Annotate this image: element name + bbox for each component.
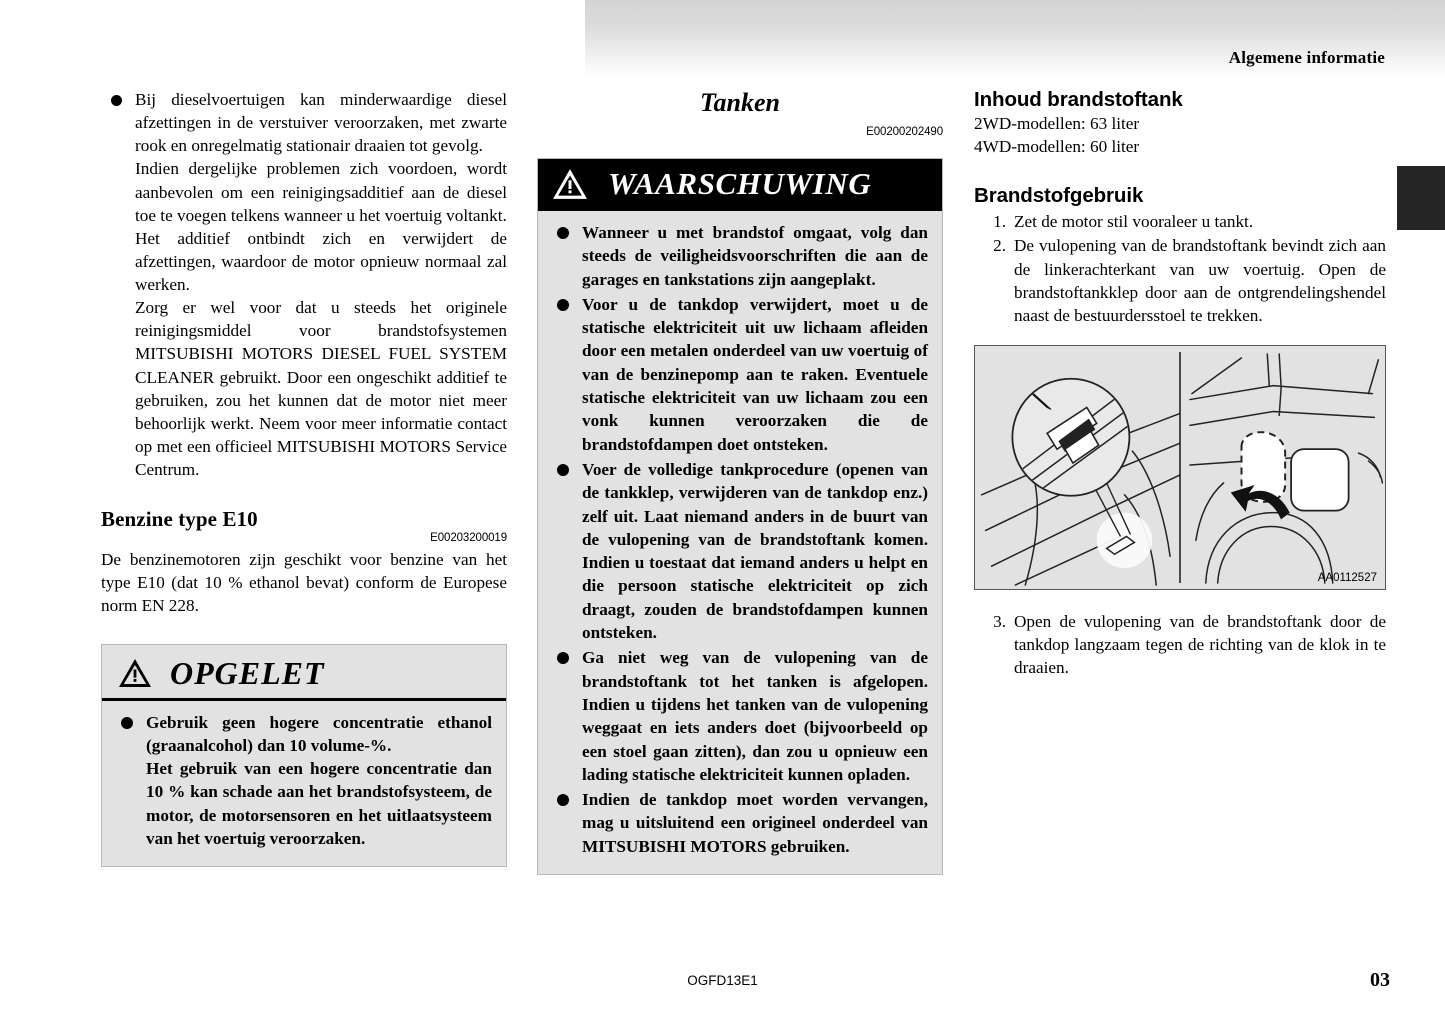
caution-box-body: [102, 701, 506, 867]
heading-brandstofgebruik: Brandstofgebruik: [974, 184, 1144, 208]
reference-code-tanken: E00200202490: [866, 126, 943, 138]
column-middle: [537, 88, 943, 875]
warning-item-text: Indien de tankdop moet worden vervangen, mag u uitsluitend een origineel onderdeel van MITSUBISHI MOTORS gebruiken.: [582, 790, 928, 856]
warning-triangle-icon: [552, 168, 588, 200]
step-number: 1.: [993, 212, 1006, 232]
caution-item-line-2: Het gebruik van een hogere concentratie dan 10 % kan schade aan het brandstofsysteem, de motor, de motorsensoren en het uitlaatsysteem van het voertuig veroorzaken.: [146, 759, 492, 848]
caution-box-opgelet: [101, 644, 507, 868]
caution-item-line-1: Gebruik geen hogere concentratie ethanol (graanalcohol) dan 10 volume-%.: [146, 712, 492, 755]
step-number: 2.: [993, 236, 1006, 256]
heading-benzine-type-e10: Benzine type E10: [101, 507, 258, 532]
warning-triangle-icon: [118, 658, 152, 688]
reference-code-e10: E00203200019: [430, 532, 507, 545]
warning-box-title: WAARSCHUWING: [608, 166, 872, 201]
bullet-dot-icon: [557, 652, 569, 664]
capacity-4wd: 4WD-modellen: 60 liter: [974, 137, 1140, 157]
footer-document-code: OGFD13E1: [687, 973, 758, 988]
section-title-tanken: Tanken: [700, 88, 780, 117]
footer-page-number: 03: [1370, 969, 1390, 991]
fuel-filler-diagram: [975, 346, 1385, 589]
warning-item: [552, 646, 928, 786]
warning-item: [552, 458, 928, 644]
warning-item: [552, 221, 928, 291]
warning-item-text: Voor u de tankdop verwijdert, moet u de statische elektriciteit uit uw lichaam afleiden door een metalen onderdeel van uw voertuig of van de benzinepomp aan te raken. Eventuele statische elektriciteit van uw lichaam zou een vonk kunnen veroorzaken die de brandstofdampen doet ontsteken.: [582, 294, 928, 454]
diesel-paragraph-3: Het additief ontbindt zich en verwijdert de afzettingen, waardoor de motor opnieuw normaal zal werken.: [135, 228, 507, 294]
capacity-2wd: 2WD-modellen: 63 liter: [974, 114, 1140, 133]
bullet-dot-icon: [111, 95, 122, 106]
warning-item: [552, 293, 928, 456]
fuel-filler-illustration: [974, 345, 1386, 590]
bullet-dot-icon: [557, 794, 569, 806]
chapter-thumb-tab: [1397, 166, 1445, 230]
step-text: Open de vulopening van de brandstoftank door de tankdop langzaam tegen de richting van de klok in te draaien.: [1014, 611, 1386, 678]
step-item: [974, 210, 1386, 233]
figure-reference-code: AA0112527: [1317, 571, 1377, 584]
diesel-paragraph-4: Zorg er wel voor dat u steeds het originele reinigingsmiddel voor brandstofsystemen MITSUBISHI MOTORS DIESEL FUEL SYSTEM CLEANER gebruikt. Door een ongeschikt additief te gebruiken, zou het kunnen dat de motor niet meer behoorlijk werkt. Neem voor meer informatie contact op met een officieel MITSUBISHI MOTORS Service Centrum.: [135, 298, 507, 479]
diesel-paragraph-1: Bij dieselvoertuigen kan minderwaardige diesel afzettingen in de verstuiver veroorzaken, met zwarte rook en onregelmatig stationair draaien tot gevolg.: [135, 90, 507, 156]
bullet-dot-icon: [121, 717, 133, 729]
caution-box-header: [102, 645, 506, 701]
diesel-paragraph-2: Indien dergelijke problemen zich voordoen, wordt aanbevolen om een reinigingsadditief aan de diesel toe te voegen telkens wanneer u het voertuig voltankt.: [135, 159, 507, 225]
fuel-usage-steps: [974, 210, 1386, 327]
warning-item-text: Ga niet weg van de vulopening van de brandstoftank tot het tanken is afgelopen. Indien u tijdens het tanken van de vulopening weggaat en iets anders doet (bijvoorbeeld op een stoel gaan zitten), dan zou u opnieuw een lading statische elektriciteit kunnen opladen.: [582, 648, 928, 784]
column-right: [974, 88, 1386, 680]
heading-inhoud-brandstoftank: Inhoud brandstoftank: [974, 88, 1183, 111]
e10-description: De benzinemotoren zijn geschikt voor benzine van het type E10 (dat 10 % ethanol bevat) conform de Europese norm EN 228.: [101, 550, 507, 616]
caution-item: [116, 711, 492, 851]
step-item: [974, 610, 1386, 679]
warning-box-body: [538, 211, 942, 874]
step-item: [974, 234, 1386, 327]
bullet-dot-icon: [557, 464, 569, 476]
step-number: 3.: [993, 611, 1006, 631]
warning-box-waarschuwing: [537, 158, 943, 875]
warning-box-header: [538, 159, 942, 211]
warning-item-text: Wanneer u met brandstof omgaat, volg dan steeds de veiligheidsvoorschriften die aan de garages en tankstations zijn aangeplakt.: [582, 223, 928, 289]
column-left: [101, 88, 507, 867]
bullet-dot-icon: [557, 299, 569, 311]
running-header-title: Algemene informatie: [1228, 48, 1385, 67]
warning-item-text: Voer de volledige tankprocedure (openen van de tankklep, verwijderen van de tankdop enz.) zelf uit. Laat niemand anders in de buurt van de vulopening van de brandstoftank komen. Indien u toestaat dat iemand anders u helpt en die persoon statische elektriciteit op zich draagt, zouden de brandstofdampen kunnen ontsteken.: [582, 459, 928, 643]
diesel-additive-bullet: [101, 88, 507, 481]
bullet-dot-icon: [557, 227, 569, 239]
warning-item: [552, 788, 928, 858]
caution-box-title: OPGELET: [170, 654, 325, 691]
step-text: De vulopening van de brandstoftank bevindt zich aan de linkerachterkant van uw voertuig. Open de brandstoftankklep door aan de ontgrendelingshendel naast de bestuurdersstoel te trekken.: [1014, 236, 1386, 325]
step-text: Zet de motor stil vooraleer u tankt.: [1014, 212, 1254, 232]
